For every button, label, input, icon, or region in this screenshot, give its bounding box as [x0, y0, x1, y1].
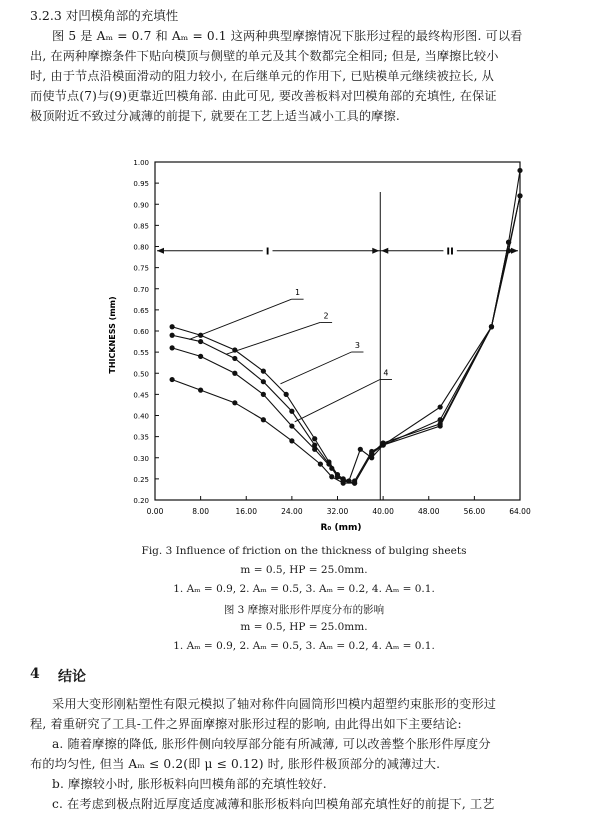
chart-regions	[157, 192, 518, 500]
curve-leader-line	[189, 299, 291, 339]
y-tick-label: 0.95	[133, 180, 149, 189]
figure-caption-en-params: m = 0.5, HP = 25.0mm.	[240, 564, 368, 576]
region-arrow-divider-left	[372, 248, 379, 254]
curve-label: 4	[383, 368, 389, 378]
series-line-4	[172, 196, 520, 483]
data-point	[170, 377, 175, 382]
y-tick-label: 0.85	[133, 222, 149, 231]
thickness-chart	[95, 150, 535, 535]
y-axis-label: THICKNESS (mm)	[108, 296, 117, 374]
conclusion-item-b: b. 摩擦较小时, 胀形板料向凹模角部的充填性较好.	[52, 777, 327, 791]
data-point	[358, 447, 363, 452]
y-tick-label: 0.30	[133, 454, 149, 463]
data-point	[289, 438, 294, 443]
data-point	[329, 466, 334, 471]
y-tick-label: 0.90	[133, 201, 149, 210]
paragraph-line: 程, 着重研究了工具-工件之界面摩擦对胀形过程的影响, 由此得出如下主要结论:	[30, 717, 462, 731]
data-point	[517, 168, 522, 173]
figure-caption-zh-title: 图 3 摩擦对胀形件厚度分布的影响	[223, 604, 385, 616]
curve-label: 3	[354, 341, 361, 351]
curve-leader-line	[226, 322, 320, 354]
data-point	[329, 474, 334, 479]
x-tick-label: 56.00	[463, 507, 486, 516]
data-point	[369, 451, 374, 456]
data-point	[284, 392, 289, 397]
region-arrow-left	[157, 248, 164, 254]
data-point	[232, 371, 237, 376]
data-point	[517, 193, 522, 198]
x-tick-label: 48.00	[418, 507, 440, 516]
section-4-number: 4	[30, 666, 40, 682]
region-label-ii: II	[446, 246, 454, 258]
y-tick-label: 0.45	[133, 391, 149, 400]
data-point	[198, 354, 203, 359]
paragraph-line: 极顶附近不致过分减薄的前提下, 就要在工艺上适当减小工具的摩擦.	[30, 109, 400, 123]
section-4-title: 结论	[58, 669, 86, 685]
figure-caption-zh-params: m = 0.5, HP = 25.0mm.	[240, 621, 368, 633]
section-4-body	[30, 694, 600, 814]
paragraph-line: 时, 由于节点沿模面滑动的阻力较小, 在后继单元的作用下, 已贴模单元继续被拉长, 从	[30, 69, 495, 83]
figure-caption-en-legend: 1. Aₘ = 0.9, 2. Aₘ = 0.5, 3. Aₘ = 0.2, 4. Aₘ = 0.1.	[173, 583, 435, 595]
data-point	[438, 404, 443, 409]
x-tick-label: 40.00	[372, 507, 394, 516]
data-point	[198, 339, 203, 344]
data-point	[289, 423, 294, 428]
data-point	[261, 392, 266, 397]
y-tick-label: 0.65	[133, 306, 149, 315]
data-point	[289, 409, 294, 414]
y-tick-label: 0.75	[133, 264, 149, 273]
data-point	[232, 356, 237, 361]
data-point	[318, 461, 323, 466]
x-tick-label: 24.00	[281, 507, 303, 516]
section-heading-3-2-3: 3.2.3 对凹模角部的充填性	[30, 8, 179, 23]
data-point	[438, 421, 443, 426]
figure-caption-zh-legend: 1. Aₘ = 0.9, 2. Aₘ = 0.5, 3. Aₘ = 0.2, 4. Aₘ = 0.1.	[173, 640, 435, 652]
data-point	[312, 447, 317, 452]
data-point	[170, 324, 175, 329]
data-point	[232, 400, 237, 405]
conclusion-item-a: a. 随着摩擦的降低, 胀形件侧向较厚部分能有所减薄, 可以改善整个胀形件厚度分	[52, 737, 491, 751]
y-tick-label: 0.60	[133, 328, 149, 336]
data-point	[261, 369, 266, 374]
curve-leader-line	[280, 352, 351, 384]
y-tick-label: 0.55	[133, 349, 149, 358]
data-point	[170, 345, 175, 350]
data-point	[261, 417, 266, 422]
y-tick-label: 0.40	[133, 412, 149, 421]
y-tick-label: 1.00	[133, 159, 149, 167]
section-3-2-3-body	[30, 26, 600, 126]
curve-label: 1	[295, 288, 301, 298]
x-tick-label: 8.00	[192, 507, 209, 516]
data-point	[261, 379, 266, 384]
data-point	[489, 324, 494, 329]
figure-caption-en-title: Fig. 3 Influence of friction on the thickness of bulging sheets	[141, 545, 467, 557]
y-tick-label: 0.20	[133, 497, 149, 505]
x-tick-label: 0.00	[146, 507, 164, 516]
y-tick-label: 0.80	[133, 243, 149, 252]
x-tick-label: 32.00	[326, 507, 349, 516]
series-line-2	[172, 196, 520, 481]
data-point	[198, 388, 203, 393]
data-point	[312, 436, 317, 441]
region-arrow-divider-right	[381, 248, 388, 254]
paragraph-line: 而使节点(7)与(9)更靠近凹模角部. 由此可见, 要改善板料对凹模角部的充填性, 在保证	[30, 89, 497, 103]
y-tick-label: 0.70	[133, 285, 149, 294]
data-point	[381, 440, 386, 445]
x-axis-label: R₀ (mm)	[320, 523, 362, 533]
region-arrow-right	[511, 248, 518, 254]
paragraph-line: 采用大变形刚粘塑性有限元模拟了轴对称件向圆筒形凹模内超塑约束胀形的变形过	[52, 697, 497, 711]
series-line-3	[172, 242, 508, 483]
paragraph-line: 图 5 是 Aₘ = 0.7 和 Aₘ = 0.1 这两种典型摩擦情况下胀形过程的最终构形图. 可以看	[52, 29, 523, 43]
y-tick-label: 0.50	[133, 370, 149, 379]
x-tick-label: 16.00	[235, 507, 257, 516]
x-tick-label: 64.00	[509, 507, 531, 516]
data-point	[170, 333, 175, 338]
y-tick-label: 0.35	[133, 433, 149, 442]
paragraph-line: 出, 在两种摩擦条件下贴向模顶与侧壁的单元及其个数都完全相同; 但是, 当摩擦比较小	[30, 49, 499, 63]
curve-leader-line	[295, 379, 380, 421]
y-tick-label: 0.25	[133, 475, 149, 484]
data-point	[341, 481, 346, 486]
data-point	[352, 481, 357, 486]
paragraph-line: 布的均匀性, 但当 Aₘ ≤ 0.2(即 μ ≤ 0.12) 时, 胀形件极顶部分的减薄过大.	[30, 757, 441, 771]
curve-label: 2	[323, 311, 329, 321]
conclusion-item-c: c. 在考虑到极点附近厚度适度减薄和胀形板料向凹模角部充填性好的前提下, 工艺	[52, 797, 495, 811]
region-label-i: I	[265, 246, 270, 258]
